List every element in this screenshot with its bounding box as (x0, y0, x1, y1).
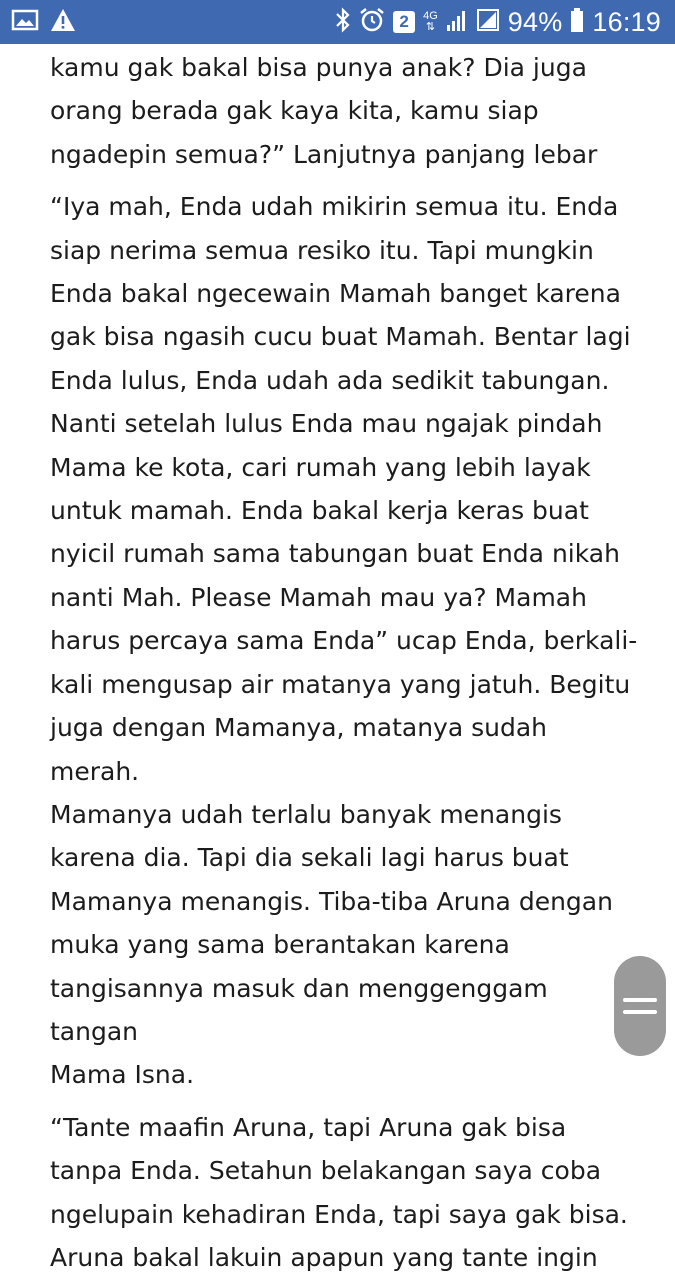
status-bar-right (327, 7, 661, 38)
status-bar (0, 0, 675, 44)
warning-icon (50, 8, 76, 37)
clock: 16:19 (592, 6, 661, 37)
paragraph: “Tante maafin Aruna, tapi Aruna gak bisa tanpa Enda. Setahun belakangan saya coba ngelupain kehadiran Enda, tapi saya gak bisa. Aruna bakal lakuin apapun yang tante ingin (50, 1112, 628, 1272)
battery-icon (570, 7, 584, 38)
drag-handle-icon (623, 998, 657, 1002)
reader-content[interactable] (0, 44, 675, 1272)
status-bar-left (12, 8, 88, 37)
network-type-label: 4G (423, 10, 438, 22)
battery-percent: 94% (507, 6, 563, 37)
alarm-icon (359, 7, 385, 38)
paragraph: “Iya mah, Enda udah mikirin semua itu. Enda siap nerima semua resiko itu. Tapi mungkin Enda bakal ngecewain Mamah banget karena gak bisa ngasih cucu buat Mamah. Bentar lagi Enda lulus, Enda udah ada sedikit tabungan. Nanti setelah lulus Enda mau ngajak pindah Mama ke kota, cari rumah yang lebih layak untuk mamah. Enda bakal kerja keras buat nyicil rumah sama tabungan buat Enda nikah nanti Mah. Please Mamah mau ya? Mamah harus percaya sama Enda” ucap Enda, berkali- kali mengusap air matanya yang jatuh. Begitu juga dengan Mamanya, matanya sudah merah. Mamanya udah terlalu banyak menangis karena dia. Tapi dia sekali lagi harus buat Mamanya menangis. Tiba-tiba Aruna dengan muka yang sama berantakan karena tangisannya masuk dan menggenggam tangan Mama Isna. (50, 192, 638, 1090)
network-4g-icon (423, 11, 438, 33)
bluetooth-icon (335, 7, 351, 38)
no-sim-icon (476, 8, 500, 37)
sim-2-icon: 2 (393, 11, 415, 33)
fast-scroll-handle[interactable] (614, 956, 666, 1056)
signal-icon (446, 8, 468, 37)
data-arrows-icon: ⇅ (425, 21, 436, 33)
article-text (50, 46, 640, 1288)
paragraph: kamu gak bakal bisa punya anak? Dia juga orang berada gak kaya kita, kamu siap ngadepin semua?” Lanjutnya panjang lebar (50, 53, 598, 169)
image-icon (12, 9, 38, 36)
